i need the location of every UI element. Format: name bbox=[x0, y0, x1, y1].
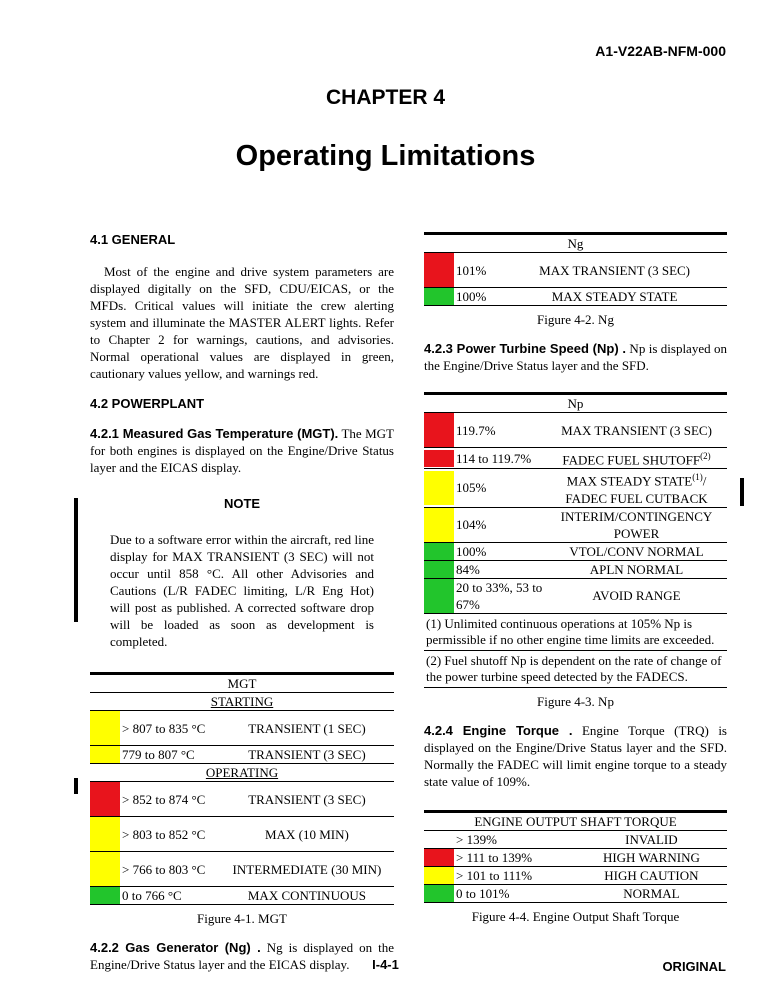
ng-table-bottom-rule bbox=[424, 305, 727, 306]
torque-color-fill bbox=[424, 849, 454, 866]
np-description-text: INTERIM/CONTINGENCY POWER bbox=[560, 508, 713, 541]
mgt-starting-color-swatch bbox=[90, 746, 120, 764]
ng-color-swatch bbox=[424, 288, 454, 306]
np-value: 119.7% bbox=[454, 413, 546, 448]
torque-description-text: INVALID bbox=[625, 831, 678, 847]
np-description bbox=[546, 469, 727, 507]
np-value: 114 to 119.7% bbox=[454, 448, 546, 469]
ng-table-title: Ng bbox=[567, 236, 584, 251]
section-4-2-3-paragraph bbox=[424, 340, 727, 374]
torque-value: > 111 to 139% bbox=[454, 848, 576, 866]
torque-row bbox=[424, 848, 727, 866]
mgt-operating-description-text: MAX CONTINUOUS bbox=[247, 888, 366, 903]
torque-table-title: ENGINE OUTPUT SHAFT TORQUE bbox=[474, 813, 677, 829]
ng-value: 100% bbox=[454, 288, 502, 306]
mgt-operating-color-swatch bbox=[90, 782, 120, 817]
mgt-operating-description bbox=[220, 887, 394, 905]
mgt-starting-color-swatch bbox=[90, 711, 120, 746]
mgt-operating-value: > 852 to 874 °C bbox=[120, 782, 220, 817]
np-footnote-ref: (2) bbox=[700, 451, 711, 461]
mgt-starting-value: 779 to 807 °C bbox=[120, 746, 220, 764]
torque-color-swatch bbox=[424, 830, 454, 848]
np-color-fill bbox=[424, 471, 454, 505]
section-4-2-1-lead: 4.2.1 Measured Gas Temperature (MGT). bbox=[90, 426, 339, 441]
np-table-title: Np bbox=[567, 396, 584, 411]
np-description bbox=[546, 542, 727, 560]
ng-description-text: MAX TRANSIENT (3 SEC) bbox=[539, 262, 691, 278]
np-description-text: AVOID RANGE bbox=[592, 588, 681, 604]
np-color-fill bbox=[424, 413, 454, 447]
mgt-table bbox=[90, 672, 394, 904]
torque-value: > 101 to 111% bbox=[454, 866, 576, 884]
mgt-operating-row bbox=[90, 817, 394, 852]
mgt-starting-description bbox=[220, 711, 394, 746]
np-value: 84% bbox=[454, 560, 546, 578]
np-color-fill bbox=[424, 508, 454, 542]
change-bar-np bbox=[740, 478, 744, 506]
mgt-operating-description bbox=[220, 852, 394, 887]
mgt-operating-description-text: INTERMEDIATE (30 MIN) bbox=[232, 861, 382, 877]
ng-row bbox=[424, 253, 727, 288]
np-table-bottom-rule bbox=[424, 687, 727, 688]
np-color-swatch bbox=[424, 469, 454, 507]
mgt-operating-description-text: MAX (10 MIN) bbox=[265, 826, 349, 842]
mgt-operating-row bbox=[90, 852, 394, 887]
mgt-table-title: MGT bbox=[227, 676, 257, 691]
np-color-swatch bbox=[424, 542, 454, 560]
mgt-operating-color-fill bbox=[90, 817, 120, 851]
np-color-fill bbox=[424, 579, 454, 613]
np-description-text: MAX TRANSIENT (3 SEC) bbox=[561, 422, 712, 438]
page-title: Operating Limitations bbox=[235, 140, 536, 172]
mgt-operating-value: > 803 to 852 °C bbox=[120, 817, 220, 852]
np-description-cont: / FADEC FUEL CUTBACK bbox=[565, 473, 708, 506]
torque-value: > 139% bbox=[454, 830, 576, 848]
mgt-operating-label: OPERATING bbox=[90, 764, 394, 782]
ng-color-fill bbox=[424, 288, 454, 305]
torque-description bbox=[576, 830, 727, 848]
torque-row bbox=[424, 884, 727, 902]
torque-description bbox=[576, 848, 727, 866]
mgt-operating-color-swatch bbox=[90, 817, 120, 852]
page-number: I-4-1 bbox=[372, 957, 399, 972]
mgt-operating-description-text: TRANSIENT (3 SEC) bbox=[248, 791, 366, 807]
change-bar-note bbox=[74, 498, 78, 622]
torque-color-swatch bbox=[424, 848, 454, 866]
np-row bbox=[424, 413, 727, 448]
figure-4-3-caption: Figure 4-3. Np bbox=[537, 693, 614, 709]
np-row bbox=[424, 560, 727, 578]
ng-description bbox=[502, 288, 727, 306]
np-value: 104% bbox=[454, 507, 546, 542]
torque-color-fill bbox=[424, 867, 454, 884]
mgt-starting-color-fill bbox=[90, 746, 120, 763]
figure-4-4-caption: Figure 4-4. Engine Output Shaft Torque bbox=[471, 908, 680, 924]
section-4-2-2-text: Ng is displayed on the Engine/Drive Status layer and the EICAS display. bbox=[90, 940, 395, 972]
figure-4-1-caption: Figure 4-1. MGT bbox=[197, 911, 287, 926]
figure-4-2-caption: Figure 4-2. Ng bbox=[537, 312, 614, 327]
note-text: Due to a software error within the aircraft, red line display for MAX TRANSIENT (3 SEC) will not occur until 858 °C. All other Advisories and Cautions (L/R FADEC limiting, L/R Eng Hot) will post as published. A corrected software drop will be loaded as soon as development is completed. bbox=[110, 532, 374, 649]
np-description-text: VTOL/CONV NORMAL bbox=[569, 543, 704, 559]
mgt-starting-color-fill bbox=[90, 711, 120, 745]
mgt-starting-label: STARTING bbox=[90, 693, 394, 711]
ng-value: 101% bbox=[454, 253, 502, 288]
np-color-fill bbox=[424, 450, 454, 467]
mgt-operating-color-fill bbox=[90, 782, 120, 816]
section-4-2-1-paragraph bbox=[90, 425, 394, 476]
np-description-text: APLN NORMAL bbox=[589, 561, 684, 577]
mgt-operating-row bbox=[90, 887, 394, 905]
ng-table bbox=[424, 232, 727, 305]
torque-color-swatch bbox=[424, 866, 454, 884]
torque-description bbox=[576, 866, 727, 884]
section-4-2-2-lead: 4.2.2 Gas Generator (Ng) . bbox=[90, 940, 261, 955]
section-4-2-4-lead: 4.2.4 Engine Torque . bbox=[424, 722, 573, 738]
note-heading: NOTE bbox=[223, 496, 261, 511]
left-column bbox=[90, 228, 394, 973]
torque-color-swatch bbox=[424, 884, 454, 902]
chapter-heading: CHAPTER 4 bbox=[325, 86, 446, 109]
mgt-starting-value: > 807 to 835 °C bbox=[120, 711, 220, 746]
document-id: A1-V22AB-NFM-000 bbox=[595, 43, 726, 59]
right-column bbox=[424, 228, 727, 925]
np-color-fill bbox=[424, 543, 454, 560]
torque-row bbox=[424, 866, 727, 884]
mgt-starting-description bbox=[220, 746, 394, 764]
np-color-swatch bbox=[424, 560, 454, 578]
np-color-fill bbox=[424, 561, 454, 578]
np-row bbox=[424, 469, 727, 507]
np-description bbox=[546, 448, 727, 469]
np-value: 20 to 33%, 53 to 67% bbox=[454, 578, 546, 613]
mgt-table-bottom-rule bbox=[90, 904, 394, 905]
mgt-starting-description-text: TRANSIENT (1 SEC) bbox=[248, 720, 366, 736]
np-footnote-1: (1) Unlimited continuous operations at 105% Np is permissible if no other engine time limits are exceeded. bbox=[424, 613, 727, 650]
np-row bbox=[424, 542, 727, 560]
mgt-starting-row bbox=[90, 746, 394, 764]
torque-color-fill bbox=[424, 831, 454, 848]
section-4-2-3-lead: 4.2.3 Power Turbine Speed (Np) . bbox=[424, 341, 627, 356]
torque-description-text: HIGH WARNING bbox=[602, 849, 700, 865]
np-row bbox=[424, 507, 727, 542]
np-description bbox=[546, 507, 727, 542]
torque-table bbox=[424, 810, 727, 902]
mgt-operating-description bbox=[220, 782, 394, 817]
mgt-operating-row bbox=[90, 782, 394, 817]
np-color-swatch bbox=[424, 448, 454, 469]
torque-table-bottom-rule bbox=[424, 902, 727, 903]
mgt-starting-description-text: TRANSIENT (3 SEC) bbox=[248, 747, 366, 762]
ng-row bbox=[424, 288, 727, 306]
np-footnote-ref: (1) bbox=[692, 472, 703, 483]
np-description bbox=[546, 413, 727, 448]
ng-color-fill bbox=[424, 253, 454, 287]
np-footnote-2: (2) Fuel shutoff Np is dependent on the rate of change of the power turbine speed detected by the FADECS. bbox=[424, 650, 727, 687]
mgt-operating-color-swatch bbox=[90, 887, 120, 905]
np-description bbox=[546, 560, 727, 578]
np-row bbox=[424, 448, 727, 469]
np-description-text: FADEC FUEL SHUTOFF bbox=[562, 452, 701, 468]
np-value: 100% bbox=[454, 542, 546, 560]
np-row bbox=[424, 578, 727, 613]
ng-color-swatch bbox=[424, 253, 454, 288]
mgt-operating-color-fill bbox=[90, 887, 120, 904]
section-4-2-1-text: The MGT for both engines is displayed on the Engine/Drive Status layer and the EICAS display. bbox=[90, 426, 394, 475]
mgt-operating-description bbox=[220, 817, 394, 852]
torque-description bbox=[576, 884, 727, 902]
np-description-text: MAX STEADY STATE bbox=[566, 473, 693, 489]
mgt-operating-value: > 766 to 803 °C bbox=[120, 852, 220, 887]
mgt-starting-row bbox=[90, 711, 394, 746]
mgt-operating-value: 0 to 766 °C bbox=[120, 887, 220, 905]
section-4-2-4-text: Engine Torque (TRQ) is displayed on the Engine/Drive Status layer and the SFD. Normally the FADEC will limit engine torque to a steady state value of 109%. bbox=[424, 722, 727, 789]
torque-description-text: HIGH CAUTION bbox=[604, 867, 699, 883]
np-value: 105% bbox=[454, 469, 546, 507]
change-bar-mgt bbox=[74, 778, 78, 794]
ng-description bbox=[502, 253, 727, 288]
torque-value: 0 to 101% bbox=[454, 884, 576, 902]
section-4-2-4-paragraph bbox=[424, 722, 727, 790]
revision-status: ORIGINAL bbox=[662, 959, 726, 974]
mgt-operating-color-swatch bbox=[90, 852, 120, 887]
torque-row bbox=[424, 830, 727, 848]
torque-color-fill bbox=[424, 885, 454, 902]
ng-description-text: MAX STEADY STATE bbox=[551, 289, 678, 304]
np-table bbox=[424, 392, 727, 613]
np-description bbox=[546, 578, 727, 613]
section-4-1-heading: 4.1 GENERAL bbox=[90, 232, 176, 247]
np-color-swatch bbox=[424, 507, 454, 542]
mgt-operating-color-fill bbox=[90, 852, 120, 886]
section-4-2-3-text: Np is displayed on the Engine/Drive Status layer and the SFD. bbox=[424, 341, 727, 373]
section-4-1-text: Most of the engine and drive system parameters are displayed digitally on the SFD, CDU/EICAS, or the MFDs. Critical values will initiate the crew alerting system and illuminate the MASTER ALERT lights. Refer to Chapter 2 for warnings, cautions, and advisories. Normal operational values are displayed in green, cautionary values yellow, and warnings red. bbox=[90, 264, 394, 381]
section-4-2-heading: 4.2 POWERPLANT bbox=[90, 396, 205, 411]
np-color-swatch bbox=[424, 413, 454, 448]
np-color-swatch bbox=[424, 578, 454, 613]
torque-description-text: NORMAL bbox=[623, 885, 680, 901]
